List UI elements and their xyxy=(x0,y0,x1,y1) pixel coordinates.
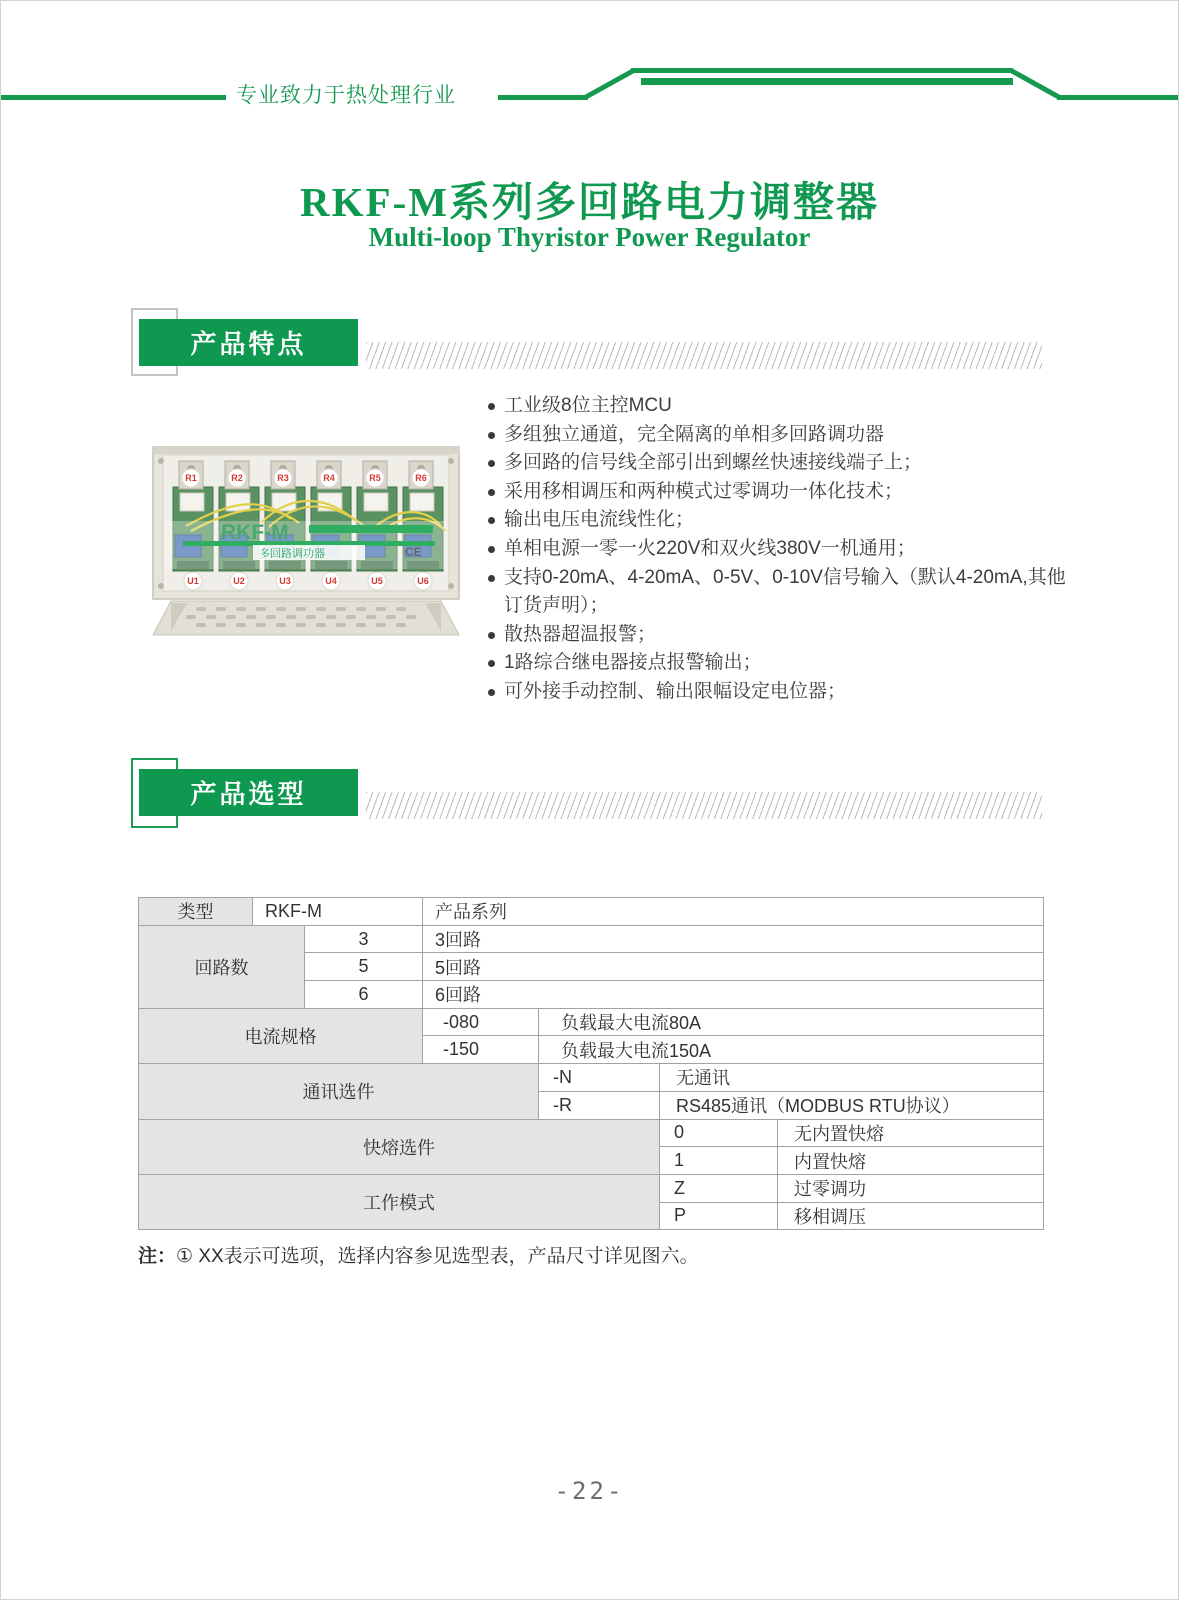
feature-text: 工业级8位主控MCU xyxy=(504,395,672,416)
table-row xyxy=(139,1064,1044,1092)
option-desc-cell: 6回路 xyxy=(423,981,1044,1009)
bullet-icon xyxy=(488,575,495,582)
table-row xyxy=(139,925,1044,953)
option-code-cell: 3 xyxy=(305,925,423,953)
option-code-cell: -R xyxy=(539,1091,660,1119)
svg-text:R1: R1 xyxy=(185,473,197,483)
table-row xyxy=(139,898,1044,926)
option-desc-cell: 无通讯 xyxy=(660,1064,1044,1092)
screw-icon xyxy=(448,583,454,589)
feature-text: 采用移相调压和两种模式过零调功一体化技术； xyxy=(504,480,904,502)
svg-text:U5: U5 xyxy=(371,576,383,586)
feature-item xyxy=(488,506,1066,535)
svg-text:R6: R6 xyxy=(415,473,427,483)
option-desc-cell: 负载最大电流150A xyxy=(539,1036,1044,1064)
group-label-cell: 电流规格 xyxy=(139,1008,423,1063)
screw-icon xyxy=(158,583,164,589)
bullet-icon xyxy=(488,403,495,410)
header-line-mid xyxy=(498,95,588,100)
svg-text:U3: U3 xyxy=(279,576,291,586)
relay-block xyxy=(180,493,204,511)
option-code-cell: 0 xyxy=(660,1119,778,1147)
feature-item xyxy=(488,649,1066,678)
header-tagline: 专业致力于热处理行业 xyxy=(236,84,456,107)
svg-text:U1: U1 xyxy=(187,576,199,586)
feature-item xyxy=(488,478,1066,507)
feature-text: 散热器超温报警； xyxy=(504,623,657,645)
footnote-text: ① XX表示可选项，选择内容参见选型表，产品尺寸详见图六。 xyxy=(176,1246,699,1267)
table-row xyxy=(139,1174,1044,1202)
type-label-cell: 类型 xyxy=(139,898,253,926)
option-desc-cell: RS485通讯（MODBUS RTU协议） xyxy=(660,1091,1044,1119)
option-code-cell: -080 xyxy=(423,1008,539,1036)
option-desc-cell: 负载最大电流80A xyxy=(539,1008,1044,1036)
selection-table xyxy=(138,897,1044,1230)
bullet-icon xyxy=(488,632,495,639)
table-row xyxy=(139,1119,1044,1147)
option-desc-cell: 移相调压 xyxy=(778,1202,1044,1230)
header-diagonal-down xyxy=(1010,68,1061,99)
feature-text: 1路综合继电器接点报警输出； xyxy=(504,652,762,674)
relay-block xyxy=(272,493,296,511)
option-code-cell: P xyxy=(660,1202,778,1230)
option-desc-cell: 内置快熔 xyxy=(778,1147,1044,1175)
option-code-cell: -N xyxy=(539,1064,660,1092)
group-label-cell: 工作模式 xyxy=(139,1174,660,1229)
table-row xyxy=(139,1008,1044,1036)
option-code-cell: 1 xyxy=(660,1147,778,1175)
svg-text:R4: R4 xyxy=(323,473,335,483)
chassis-top-edge xyxy=(153,447,459,454)
footnote-prefix: 注： xyxy=(138,1246,177,1267)
feature-list xyxy=(488,392,1066,707)
feature-text: 可外接手动控制、输出限幅设定电位器； xyxy=(504,680,847,702)
header-line-left xyxy=(1,95,226,100)
option-code-cell: -150 xyxy=(423,1036,539,1064)
product-photo-illustration xyxy=(141,431,471,649)
bullet-icon xyxy=(488,489,495,496)
screw-icon xyxy=(158,458,164,464)
feature-item xyxy=(488,564,1066,621)
selection-section-heading: 产品选型 xyxy=(139,769,358,816)
feature-item xyxy=(488,621,1066,650)
bullet-icon xyxy=(488,432,495,439)
group-label-cell: 通讯选件 xyxy=(139,1064,539,1119)
bullet-icon xyxy=(488,460,495,467)
feature-item xyxy=(488,449,1066,478)
option-desc-cell: 3回路 xyxy=(423,925,1044,953)
header-line-right xyxy=(1057,95,1179,100)
svg-text:R2: R2 xyxy=(231,473,243,483)
photo-caption-text: 多回路调功器 xyxy=(259,548,325,560)
ce-mark: CE xyxy=(405,545,422,559)
feature-text: 单相电源一零一火220V和双火线380V一机通用； xyxy=(504,537,916,559)
feature-item xyxy=(488,392,1066,421)
option-code-cell: 5 xyxy=(305,953,423,981)
svg-text:U2: U2 xyxy=(233,576,245,586)
feature-item xyxy=(488,678,1066,707)
header-diagonal-up xyxy=(584,69,635,100)
features-section-heading: 产品特点 xyxy=(139,319,358,366)
relay-block xyxy=(364,493,388,511)
page-number: -22- xyxy=(554,1477,625,1505)
feature-text: 输出电压电流线性化； xyxy=(504,509,695,531)
feature-text: 支持0-20mA、4-20mA、0-5V、0-10V信号输入（默认4-20mA,其他订货声明）； xyxy=(504,566,1066,617)
header-line-top xyxy=(631,68,1013,73)
option-desc-cell: 5回路 xyxy=(423,953,1044,981)
option-code-cell: 6 xyxy=(305,981,423,1009)
svg-text:U4: U4 xyxy=(325,576,337,586)
group-label-cell: 快熔选件 xyxy=(139,1119,660,1174)
photo-model-text: RKF-M xyxy=(221,521,289,544)
green-stripe xyxy=(309,525,433,533)
option-code-cell: Z xyxy=(660,1174,778,1202)
features-hatch-band xyxy=(366,342,1042,369)
page-subtitle: Multi-loop Thyristor Power Regulator xyxy=(368,222,811,252)
option-desc-cell: 过零调功 xyxy=(778,1174,1044,1202)
page-title: RKF-M系列多回路电力调整器 xyxy=(300,179,879,225)
type-code-cell: RKF-M xyxy=(253,898,423,926)
bullet-icon xyxy=(488,517,495,524)
product-photo xyxy=(141,431,471,649)
svg-text:R5: R5 xyxy=(369,473,381,483)
feature-item xyxy=(488,535,1066,564)
type-desc-cell: 产品系列 xyxy=(423,898,1044,926)
svg-text:R3: R3 xyxy=(277,473,289,483)
header-line-inner xyxy=(641,78,1013,85)
bullet-icon xyxy=(488,660,495,667)
screw-icon xyxy=(448,458,454,464)
svg-text:U6: U6 xyxy=(417,576,429,586)
relay-block xyxy=(410,493,434,511)
feature-text: 多组独立通道，完全隔离的单相多回路调功器 xyxy=(504,423,885,445)
bullet-icon xyxy=(488,689,495,696)
selection-hatch-band xyxy=(366,792,1042,819)
bullet-icon xyxy=(488,546,495,553)
feature-item xyxy=(488,421,1066,450)
footnote xyxy=(138,1241,699,1268)
feature-text: 多回路的信号线全部引出到螺丝快速接线端子上； xyxy=(504,452,923,474)
group-label-cell: 回路数 xyxy=(139,925,305,1008)
option-desc-cell: 无内置快熔 xyxy=(778,1119,1044,1147)
